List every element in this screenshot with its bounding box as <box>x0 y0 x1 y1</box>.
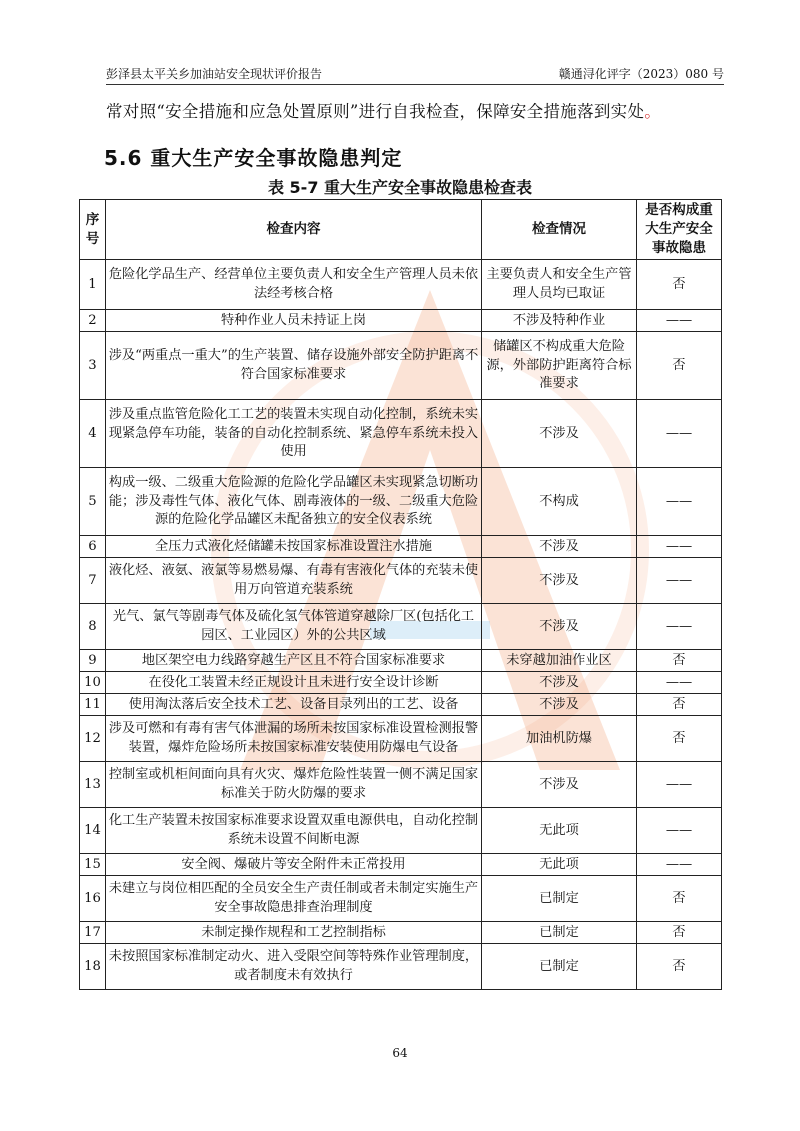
row-check-content: 涉及“两重点一重大”的生产装置、储存设施外部安全防护距离不符合国家标准要求 <box>106 332 482 400</box>
row-index: 10 <box>80 672 106 694</box>
row-index: 18 <box>80 944 106 990</box>
row-check-status: 已制定 <box>482 922 637 944</box>
table-caption: 表 5-7 重大生产安全事故隐患检查表 <box>267 178 533 197</box>
row-index: 6 <box>80 536 106 558</box>
table-header-row <box>80 200 722 260</box>
row-major-hazard: —— <box>637 310 722 332</box>
row-check-content: 地区架空电力线路穿越生产区且不符合国家标准要求 <box>106 650 482 672</box>
row-check-status: 不涉及 <box>482 694 637 716</box>
row-check-status: 不涉及 <box>482 604 637 650</box>
row-major-hazard: —— <box>637 762 722 808</box>
row-check-status: 不涉及特种作业 <box>482 310 637 332</box>
row-check-content: 危险化学品生产、经营单位主要负责人和安全生产管理人员未依法经考核合格 <box>106 260 482 310</box>
row-check-content: 化工生产装置未按国家标准要求设置双重电源供电，自动化控制系统未设置不间断电源 <box>106 808 482 854</box>
intro-end-mark: 。 <box>644 102 662 121</box>
header-status: 检查情况 <box>482 200 637 260</box>
row-check-content: 涉及可燃和有毒有害气体泄漏的场所未按国家标准设置检测报警装置，爆炸危险场所未按国家标准安装使用防爆电气设备 <box>106 716 482 762</box>
table-row <box>80 672 722 694</box>
table-row <box>80 694 722 716</box>
table-row <box>80 468 722 536</box>
row-check-status: 加油机防爆 <box>482 716 637 762</box>
row-check-status: 无此项 <box>482 854 637 876</box>
row-index: 13 <box>80 762 106 808</box>
row-check-content: 未建立与岗位相匹配的全员安全生产责任制或者未制定实施生产安全事故隐患排查治理制度 <box>106 876 482 922</box>
row-index: 15 <box>80 854 106 876</box>
table-row <box>80 650 722 672</box>
row-major-hazard: —— <box>637 536 722 558</box>
row-major-hazard: —— <box>637 854 722 876</box>
row-major-hazard: —— <box>637 400 722 468</box>
table-row <box>80 260 722 310</box>
row-major-hazard: —— <box>637 672 722 694</box>
row-check-content: 未按照国家标准制定动火、进入受限空间等特殊作业管理制度，或者制度未有效执行 <box>106 944 482 990</box>
row-index: 9 <box>80 650 106 672</box>
row-check-content: 构成一级、二级重大危险源的危险化学品罐区未实现紧急切断功能；涉及毒性气体、液化气体、剧毒液体的一级、二级重大危险源的危险化学品罐区未配备独立的安全仪表系统 <box>106 468 482 536</box>
table-row <box>80 854 722 876</box>
header-content: 检查内容 <box>106 200 482 260</box>
row-major-hazard: 否 <box>637 876 722 922</box>
row-check-content: 液化烃、液氨、液氯等易燃易爆、有毒有害液化气体的充装未使用万向管道充装系统 <box>106 558 482 604</box>
row-check-content: 安全阀、爆破片等安全附件未正常投用 <box>106 854 482 876</box>
header-major-hazard: 是否构成重大生产安全事故隐患 <box>637 200 722 260</box>
table-row <box>80 808 722 854</box>
row-major-hazard: 否 <box>637 944 722 990</box>
row-check-content: 全压力式液化烃储罐未按国家标准设置注水措施 <box>106 536 482 558</box>
table-row <box>80 604 722 650</box>
row-index: 14 <box>80 808 106 854</box>
row-check-content: 涉及重点监管危险化工工艺的装置未实现自动化控制，系统未实现紧急停车功能，装备的自动化控制系统、紧急停车系统未投入使用 <box>106 400 482 468</box>
table-row <box>80 400 722 468</box>
row-check-status: 未穿越加油作业区 <box>482 650 637 672</box>
page-number: 64 <box>392 1046 408 1060</box>
row-index: 7 <box>80 558 106 604</box>
row-major-hazard: 否 <box>637 694 722 716</box>
row-major-hazard: 否 <box>637 922 722 944</box>
row-major-hazard: —— <box>637 604 722 650</box>
row-check-content: 光气、氯气等剧毒气体及硫化氢气体管道穿越除厂区(包括化工园区、工业园区）外的公共区域 <box>106 604 482 650</box>
row-index: 5 <box>80 468 106 536</box>
row-check-content: 未制定操作规程和工艺控制指标 <box>106 922 482 944</box>
row-index: 2 <box>80 310 106 332</box>
table-row <box>80 558 722 604</box>
row-major-hazard: 否 <box>637 716 722 762</box>
table-row <box>80 876 722 922</box>
row-check-status: 不涉及 <box>482 672 637 694</box>
row-check-content: 在役化工装置未经正规设计且未进行安全设计诊断 <box>106 672 482 694</box>
row-check-status: 不涉及 <box>482 400 637 468</box>
row-check-content: 控制室或机柜间面向具有火灾、爆炸危险性装置一侧不满足国家标准关于防火防爆的要求 <box>106 762 482 808</box>
row-check-status: 无此项 <box>482 808 637 854</box>
table-row <box>80 944 722 990</box>
row-check-status: 已制定 <box>482 876 637 922</box>
row-check-status: 不涉及 <box>482 762 637 808</box>
row-check-status: 储罐区不构成重大危险源，外部防护距离符合标准要求 <box>482 332 637 400</box>
row-major-hazard: 否 <box>637 332 722 400</box>
row-index: 4 <box>80 400 106 468</box>
section-heading: 5.6 重大生产安全事故隐患判定 <box>104 146 403 170</box>
intro-text: 常对照“安全措施和应急处置原则”进行自我检查，保障安全措施落到实处 <box>106 102 645 121</box>
table-row <box>80 716 722 762</box>
row-check-content: 使用淘汰落后安全技术工艺、设备目录列出的工艺、设备 <box>106 694 482 716</box>
row-index: 16 <box>80 876 106 922</box>
table-row <box>80 310 722 332</box>
table-row <box>80 536 722 558</box>
row-index: 8 <box>80 604 106 650</box>
intro-paragraph <box>106 98 661 122</box>
row-check-status: 不涉及 <box>482 558 637 604</box>
table-row <box>80 762 722 808</box>
table-row <box>80 332 722 400</box>
row-index: 11 <box>80 694 106 716</box>
report-title: 彭泽县太平关乡加油站安全现状评价报告 <box>106 67 323 81</box>
row-check-status: 不构成 <box>482 468 637 536</box>
header-index: 序号 <box>80 200 106 260</box>
row-check-status: 已制定 <box>482 944 637 990</box>
page-header <box>106 62 724 85</box>
row-major-hazard: 否 <box>637 650 722 672</box>
row-major-hazard: —— <box>637 468 722 536</box>
row-index: 12 <box>80 716 106 762</box>
table-row <box>80 922 722 944</box>
row-index: 3 <box>80 332 106 400</box>
row-major-hazard: —— <box>637 558 722 604</box>
report-number: 赣通浔化评字（2023）080 号 <box>558 67 724 81</box>
row-index: 17 <box>80 922 106 944</box>
row-check-status: 不涉及 <box>482 536 637 558</box>
row-index: 1 <box>80 260 106 310</box>
row-check-status: 主要负责人和安全生产管理人员均已取证 <box>482 260 637 310</box>
hazard-checklist-table <box>79 199 722 990</box>
row-major-hazard: 否 <box>637 260 722 310</box>
row-major-hazard: —— <box>637 808 722 854</box>
row-check-content: 特种作业人员未持证上岗 <box>106 310 482 332</box>
